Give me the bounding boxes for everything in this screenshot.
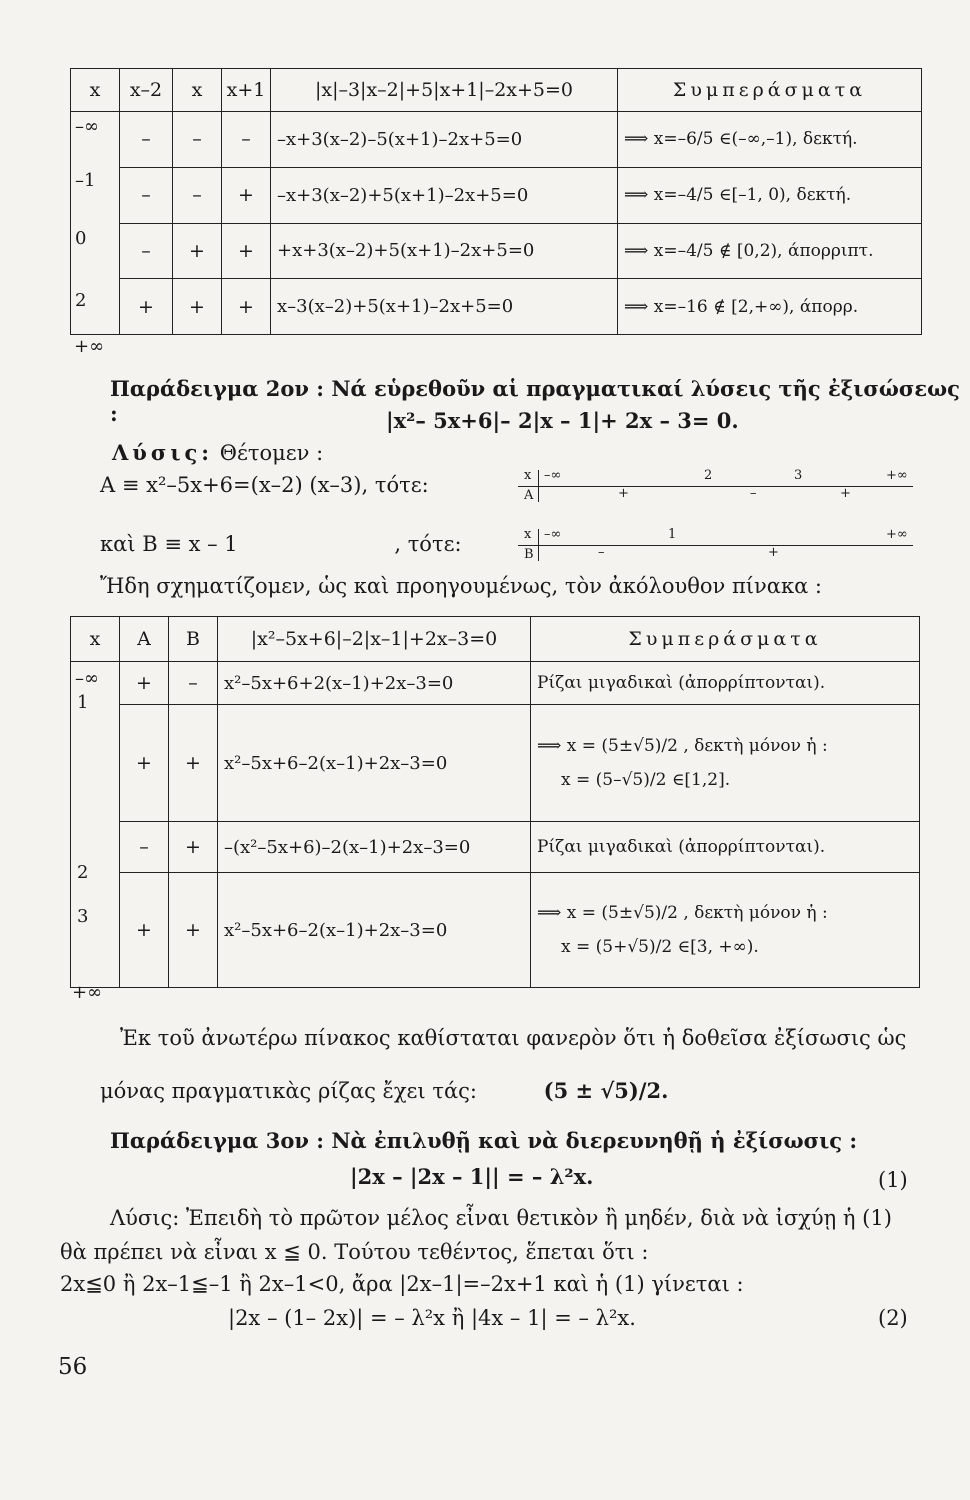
t2-x-column	[71, 662, 120, 988]
conclusion-text: μόνας πραγματικὰς ρίζας ἔχει τάς:	[100, 1079, 477, 1103]
t2-x-value: 3	[77, 906, 89, 927]
t1-x-value: –1	[75, 170, 96, 191]
t1-sign: –	[120, 167, 173, 223]
example-2-title: Παράδειγμα 2ον : Νά εὑρεθοῦν αἱ πραγματικαί λύσεις τῆς ἐξισώσεως :	[110, 376, 960, 426]
sign-chart-a-axis	[518, 486, 913, 487]
t2-sign-b: +	[169, 822, 218, 873]
sign-chart-a-divider	[538, 470, 539, 502]
t1-x-value: +∞	[74, 336, 105, 357]
t2-row-result	[531, 705, 920, 822]
t1-sign: +	[222, 167, 271, 223]
t2-x-value: –∞	[75, 668, 99, 689]
t2-x-value: 2	[77, 862, 89, 883]
t2-sign-a: –	[120, 822, 169, 873]
t1-sign: –	[120, 112, 173, 168]
t1-sign: –	[222, 112, 271, 168]
t2-header-a: A	[120, 617, 169, 662]
t1-row-equation: +x+3(x–2)+5(x+1)–2x+5=0	[271, 223, 618, 279]
t2-header-b: B	[169, 617, 218, 662]
t2-sign-a: +	[120, 873, 169, 988]
sign-chart-label: –∞	[544, 468, 562, 483]
table-1	[70, 68, 922, 335]
solution-label: Λύσις:	[112, 440, 214, 465]
t2-header-conclusions: Συμπεράσματα	[531, 617, 920, 662]
t2-header-equation: |x²–5x+6|–2|x–1|+2x–3=0	[218, 617, 531, 662]
t1-header-conclusions: Συμπεράσματα	[618, 69, 922, 112]
table-row	[71, 873, 920, 988]
t1-header-x-minus-2: x–2	[120, 69, 173, 112]
sign-chart-sign: –	[750, 486, 757, 501]
solution-intro: Θέτομεν :	[219, 441, 324, 465]
example-3-solution-1: Λύσις: Ἐπειδὴ τὸ πρῶτον μέλος εἶναι θετικὸν ἢ μηδέν, διὰ νὰ ἰσχύῃ ἡ (1)	[110, 1206, 892, 1230]
equation-number-1: (1)	[878, 1168, 908, 1192]
t2-row-result	[531, 873, 920, 988]
line-a: A ≡ x²–5x+6=(x–2) (x–3), τότε:	[100, 473, 429, 497]
t1-sign: –	[173, 167, 222, 223]
t1-header-x2: x	[173, 69, 222, 112]
t2-result-line-2: x = (5–√5)/2 ∈[1,2].	[561, 770, 731, 790]
sign-chart-label: x	[524, 527, 532, 542]
table-row	[71, 662, 920, 705]
example-3-solution-2: θὰ πρέπει νὰ εἶναι x ≦ 0. Τούτου τεθέντος, ἕπεται ὅτι :	[60, 1240, 649, 1264]
line-b-text: καὶ B ≡ x – 1	[100, 532, 238, 556]
t2-result-line-1: ⟹ x = (5±√5)/2 , δεκτὴ μόνον ἡ :	[537, 903, 828, 923]
sign-chart-a	[518, 466, 913, 506]
table-row	[71, 279, 922, 335]
t1-row-equation: –x+3(x–2)–5(x+1)–2x+5=0	[271, 112, 618, 168]
example-3-solution-3: 2x≦0 ἢ 2x–1≦–1 ἢ 2x–1<0, ἄρα |2x–1|=–2x+1 καὶ ἡ (1) γίνεται :	[60, 1272, 744, 1296]
sign-chart-sign: +	[840, 486, 851, 501]
t2-sign-b: –	[169, 662, 218, 705]
t1-x-value: 0	[75, 228, 87, 249]
t1-sign: –	[120, 223, 173, 279]
sign-chart-sign: +	[768, 545, 779, 560]
t2-row-equation: x²–5x+6+2(x–1)+2x–3=0	[218, 662, 531, 705]
conclusion-line-1: Ἐκ τοῦ ἀνωτέρω πίνακος καθίσταται φανερὸν ὅτι ἡ δοθεῖσα ἐξίσωσις ὡς	[120, 1026, 907, 1050]
line-b-tote: , τότε:	[394, 532, 462, 556]
sign-chart-label: 3	[794, 468, 803, 483]
t2-sign-b: +	[169, 873, 218, 988]
table-row	[71, 822, 920, 873]
t2-row-equation: –(x²–5x+6)–2(x–1)+2x–3=0	[218, 822, 531, 873]
sign-chart-label: B	[524, 547, 534, 562]
t1-header-x-plus-1: x+1	[222, 69, 271, 112]
equation-number-2: (2)	[878, 1306, 908, 1330]
t2-header-x: x	[71, 617, 120, 662]
example-2-solution	[112, 440, 323, 465]
sign-chart-sign: –	[598, 545, 605, 560]
t2-x-value: +∞	[72, 982, 103, 1003]
t2-x-value: 1	[77, 692, 89, 713]
t1-x-value: 2	[75, 290, 87, 311]
table-row	[71, 223, 922, 279]
t1-row-result: ⟹ x=–6/5 ∈(–∞,–1), δεκτή.	[618, 112, 922, 168]
t2-sign-a: +	[120, 705, 169, 822]
sign-chart-label: 1	[668, 527, 677, 542]
t2-sign-b: +	[169, 705, 218, 822]
conclusion-root: (5 ± √5)/2.	[543, 1078, 669, 1103]
t2-row-equation: x²–5x+6–2(x–1)+2x–3=0	[218, 705, 531, 822]
t1-sign: –	[173, 112, 222, 168]
t2-row-equation: x²–5x+6–2(x–1)+2x–3=0	[218, 873, 531, 988]
t2-result-line-1: ⟹ x = (5±√5)/2 , δεκτὴ μόνον ἡ :	[537, 736, 828, 756]
sign-chart-sign: +	[618, 486, 629, 501]
sign-chart-label: +∞	[886, 468, 908, 483]
example-3-equation: |2x – |2x – 1|| = – λ²x.	[350, 1164, 594, 1189]
example-3-title: Παράδειγμα 3ον : Νὰ ἐπιλυθῇ καὶ νὰ διερευνηθῇ ἡ ἐξίσωσις :	[110, 1128, 858, 1153]
table-2	[70, 616, 920, 988]
t2-result-line-2: x = (5+√5)/2 ∈[3, +∞).	[561, 937, 759, 957]
t1-x-column	[71, 112, 120, 335]
t1-sign: +	[222, 279, 271, 335]
t1-sign: +	[222, 223, 271, 279]
t2-sign-a: +	[120, 662, 169, 705]
sign-chart-b-divider	[538, 529, 539, 561]
sign-chart-label: 2	[704, 468, 713, 483]
t1-row-result: ⟹ x=–16 ∉ [2,+∞), άπορρ.	[618, 279, 922, 335]
page-number: 56	[58, 1354, 88, 1380]
t1-row-result: ⟹ x=–4/5 ∉ [0,2), άπορριπτ.	[618, 223, 922, 279]
sign-chart-label: x	[524, 468, 532, 483]
example-2-equation: |x²– 5x+6|– 2|x – 1|+ 2x – 3= 0.	[386, 408, 739, 433]
t1-row-equation: x–3(x–2)+5(x+1)–2x+5=0	[271, 279, 618, 335]
table-intro: Ἤδη σχηματίζομεν, ὡς καὶ προηγουμένως, τὸν ἀκόλουθον πίνακα :	[100, 574, 823, 598]
t1-x-value: –∞	[75, 116, 99, 137]
t1-sign: +	[173, 223, 222, 279]
sign-chart-label: –∞	[544, 527, 562, 542]
t1-row-result: ⟹ x=–4/5 ∈[–1, 0), δεκτή.	[618, 167, 922, 223]
table-row	[71, 112, 922, 168]
sign-chart-b-axis	[518, 545, 913, 546]
t1-header-x: x	[71, 69, 120, 112]
t1-sign: +	[120, 279, 173, 335]
t1-row-equation: –x+3(x–2)+5(x+1)–2x+5=0	[271, 167, 618, 223]
t2-row-result: Ρίζαι μιγαδικαὶ (ἀπορρίπτονται).	[531, 662, 920, 705]
sign-chart-label: A	[524, 488, 534, 503]
table-row	[71, 167, 922, 223]
t1-header-equation: |x|–3|x–2|+5|x+1|–2x+5=0	[271, 69, 618, 112]
sign-chart-b	[518, 525, 913, 565]
example-3-solution-4: |2x – (1– 2x)| = – λ²x ἢ |4x – 1| = – λ²x.	[228, 1306, 636, 1330]
conclusion-line-2	[100, 1078, 668, 1103]
line-b	[100, 532, 462, 556]
t2-row-result: Ρίζαι μιγαδικαὶ (ἀπορρίπτονται).	[531, 822, 920, 873]
table-row	[71, 705, 920, 822]
t1-sign: +	[173, 279, 222, 335]
sign-chart-label: +∞	[886, 527, 908, 542]
